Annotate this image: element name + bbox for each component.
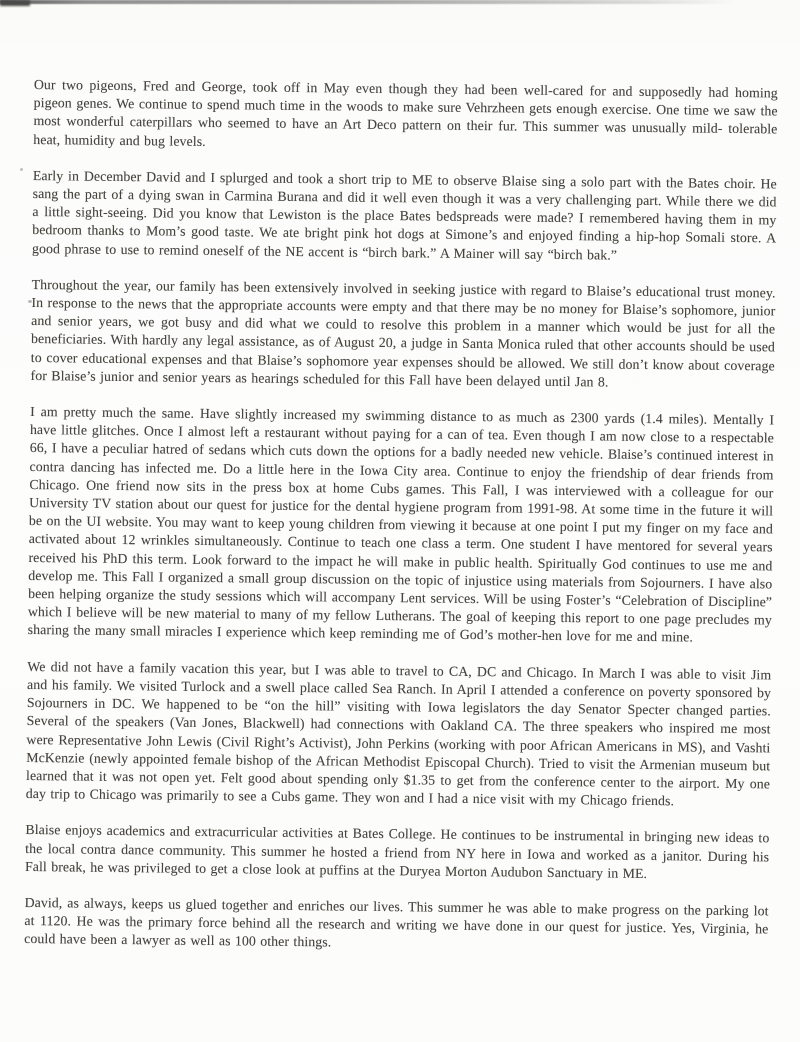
paragraph-blaise-update: Blaise enjoys academics and extracurricular activities at Bates College. He continues to be instrumental in bringing new ideas to the local contra dance community. This summer he hosted a friend from NY here in Iowa and worked as a janitor. During his Fall break, he was privileged to get a close look at puffins at the Duryea Morton Audubon Sanctuary in ME. <box>24 822 770 881</box>
paragraph-trust-justice: Throughout the year, our family has been extensively involved in seeking justice with regard to Blaise’s educational trust money. In response to the news that the appropriate accounts were empty and that there may be no money for Blaise’s sophomore, junior and senior years, we got busy and did what we could to resolve this problem in a manner which would be just for all the beneficiaries. With hardly any legal assistance, as of August 20, a judge in Santa Monica ruled that other accounts should be used to cover educational expenses and that Blaise’s sophomore year expenses should be allowed. We still don’t know about coverage for Blaise’s junior and senior years as hearings scheduled for this Fall have been delayed until Jan 8. <box>30 276 776 390</box>
scan-edge-artifact <box>0 0 735 4</box>
scan-corner-artifact <box>0 0 30 6</box>
paragraph-maine-trip: Early in December David and I splurged and took a short trip to ME to observe Blaise sing a solo part with the Bates choir. He sang the part of a dying swan in Carmina Burana and did it well even though it was a very challenging part. While there we did a little sight-seeing. Did you know that Lewiston is the place Bates bedspreads were made? I remembered having them in my bedroom thanks to Mom’s good taste. We ate bright pink hot dogs at Simone’s and enjoyed finding a hip-hop Somali store. A good phrase to use to remind oneself of the NE accent is “birch bark.” A Mainer will say “birch bak.” <box>31 167 777 263</box>
paragraph-david-update: David, as always, keeps us glued together and enriches our lives. This summer he was able to make progress on the parking lot at 1120. He was the primary force behind all the research and writing we have done in our quest for justice. Yes, Virginia, he could have been a lawyer as well as 100 other things. <box>24 894 769 950</box>
paragraph-personal-update: I am pretty much the same. Have slightly increased my swimming distance to as much as 2300 yards (1.4 miles). Mentally I have little glitches. Once I almost left a restaurant without paying for a can of tea. Even though I am now close to a respectable 66, I have a peculiar hatred of sedans which cuts down the options for a badly needed new vehicle. Blaise’s continued interest in contra dancing has infected me. Do a little here in the Iowa City area. Continue to enjoy the friendship of dear friends from Chicago. One friend now sits in the press box at home Cubs games. This Fall, I was interviewed with a colleague for our University TV station about our quest for justice for the dental hygiene program from 1991-98. At some time in the future it will be on the UI website. You may want to keep young children from viewing it because at one point I put my finger on my face and activated about 12 wrinkles simultaneously. Continue to teach one class a term. One student I have mentored for several years received his PhD this term. Look forward to the impact he will make in public health. Spiritually God continues to use me and develop me. This Fall I organized a small group discussion on the topic of injustice using materials from Sojourners. I have also been helping organize the study sessions which will accompany Lent services. Will be using Foster’s “Celebration of Discipline” which I believe will be new material to many of my fellow Lutherans. The goal of keeping this report to one page precludes my sharing the many small miracles I experience which keep reminding me of God’s mother-hen love for me and mine. <box>27 404 775 645</box>
scan-speck <box>20 168 23 171</box>
paragraph-travel-trips: We did not have a family vacation this year, but I was able to travel to CA, DC and Chicago. In March I was able to visit Jim and his family. We visited Turlock and a swell place called Sea Ranch. In April I attended a conference on poverty sponsored by Sojourners in DC. We happened to be “on the hill” visiting with Iowa legislators the day Senator Specter changed parties. Several of the speakers (Van Jones, Blackwell) had connections with Oakland CA. The three speakers who inspired me most were Representative John Lewis (Civil Right’s Activist), John Perkins (working with poor African Americans in MS), and Vashti McKenzie (newly appointed female bishop of the African Methodist Episcopal Church). Tried to visit the Armenian museum but learned that it was not open yet. Felt good about spending only $1.35 to get from the conference center to the airport. My one day trip to Chicago was primarily to see a Cubs game. They won and I had a nice visit with my Chicago friends. <box>25 658 772 809</box>
letter-body <box>24 76 778 975</box>
paragraph-pigeons-summer: Our two pigeons, Fred and George, took off in May even though they had been well-cared for and supposedly had homing pigeon genes. We continue to spend much time in the woods to make sure Vehrzheen gets enough exercise. One time we saw the most wonderful caterpillars who seemed to have an Art Deco pattern on their fur. This summer was unusually mild- tolerable heat, humidity and bug levels. <box>33 76 778 149</box>
